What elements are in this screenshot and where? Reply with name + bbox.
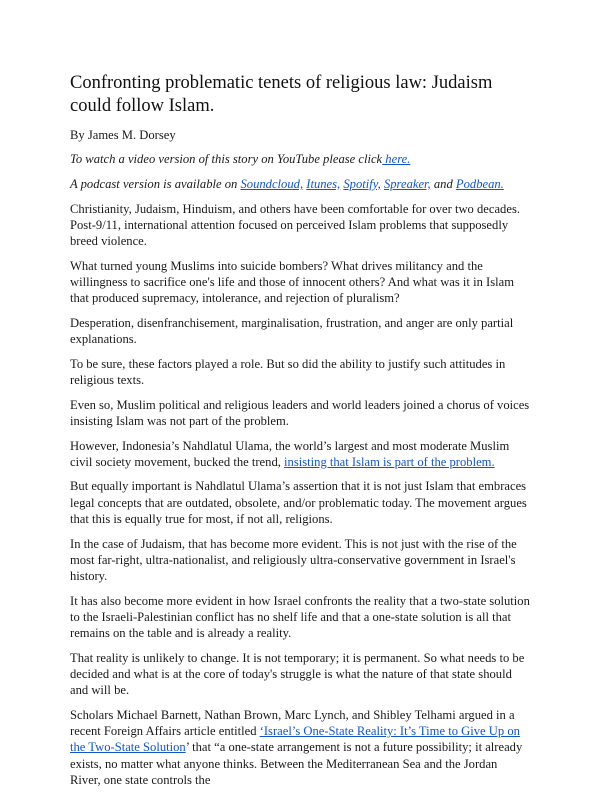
itunes-link[interactable]: Itunes, xyxy=(306,176,341,191)
podbean-link[interactable]: Podbean. xyxy=(455,176,504,191)
spreaker-link[interactable]: Spreaker, xyxy=(383,176,431,191)
paragraph-6-text: However, Indonesia’s Nahdlatul Ulama, the world’s largest and most moderate Muslim civil society movement, bucked the trend, xyxy=(70,438,510,469)
podcast-and: and xyxy=(433,176,453,191)
paragraph-9: It has also become more evident in how Israel confronts the reality that a two-state solution to the Israeli-Palestinian conflict has no shelf life and that a one-state solution is all that remains on the table and is already a reality. xyxy=(70,593,530,641)
paragraph-8: In the case of Judaism, that has become more evident. This is not just with the rise of the most far-right, ultra-nationalist, and religiously ultra-conservative government in Israel's history. xyxy=(70,536,517,583)
paragraph-4: To be sure, these factors played a role. But so did the ability to justify such attitudes in religious texts. xyxy=(70,356,506,387)
spotify-link[interactable]: Spotify, xyxy=(343,176,381,191)
foreign-affairs-link[interactable]: ‘Israel’s One-State Reality: It’s Time to Give Up on the Two-State Solution xyxy=(70,724,520,755)
video-note-text: To watch a video version of this story on YouTube please click xyxy=(70,152,383,167)
article-title: Confronting problematic tenets of religious law: Judaism could follow Islam. xyxy=(70,73,493,116)
paragraph-11-rest: ’ that “a one-state arrangement is not a future possibility; it already exists, no matter what anyone thinks. Between the Mediterranean Sea and the Jordan River, one state controls the xyxy=(70,740,523,787)
islam-problem-link[interactable]: insisting that Islam is part of the problem. xyxy=(284,454,495,469)
paragraph-7: But equally important is Nahdlatul Ulama’s assertion that it is not just Islam that embraces legal concepts that are outdated, obsolete, and/or problematic today. The movement argues that this is equally true for most, if not all, religions. xyxy=(70,479,527,526)
podcast-note xyxy=(70,176,530,192)
byline: By James M. Dorsey xyxy=(70,128,176,142)
paragraph-6 xyxy=(70,438,530,470)
paragraph-1: Christianity, Judaism, Hinduism, and others have been comfortable for over two decades. Post-9/11, international attention focused on perceived Islam problems that supposedly breed violence. xyxy=(70,201,520,249)
podcast-note-text: A podcast version is available on xyxy=(70,176,238,191)
video-link[interactable]: here. xyxy=(382,152,411,167)
soundcloud-link[interactable]: Soundcloud, xyxy=(240,176,304,191)
paragraph-2: What turned young Muslims into suicide bombers? What drives militancy and the willingness to sacrifice one's life and those of innocent others? And what was it in Islam that produced supremacy, intolerance, and rejection of pluralism? xyxy=(70,258,514,306)
paragraph-10: That reality is unlikely to change. It is not temporary; it is permanent. So what needs to be decided and what is at the core of today's struggle is what the nature of that state should and will be. xyxy=(70,650,525,698)
paragraph-3: Desperation, disenfranchisement, marginalisation, frustration, and anger are only partial explanations. xyxy=(70,315,514,347)
paragraph-5: Even so, Muslim political and religious leaders and world leaders joined a chorus of voices insisting Islam was not part of the problem. xyxy=(70,397,530,428)
video-note xyxy=(70,151,530,167)
paragraph-11-text: Scholars Michael Barnett, Nathan Brown, Marc Lynch, and Shibley Telhami argued in a recent Foreign Affairs article entitled xyxy=(70,707,515,739)
article-body xyxy=(70,72,530,796)
